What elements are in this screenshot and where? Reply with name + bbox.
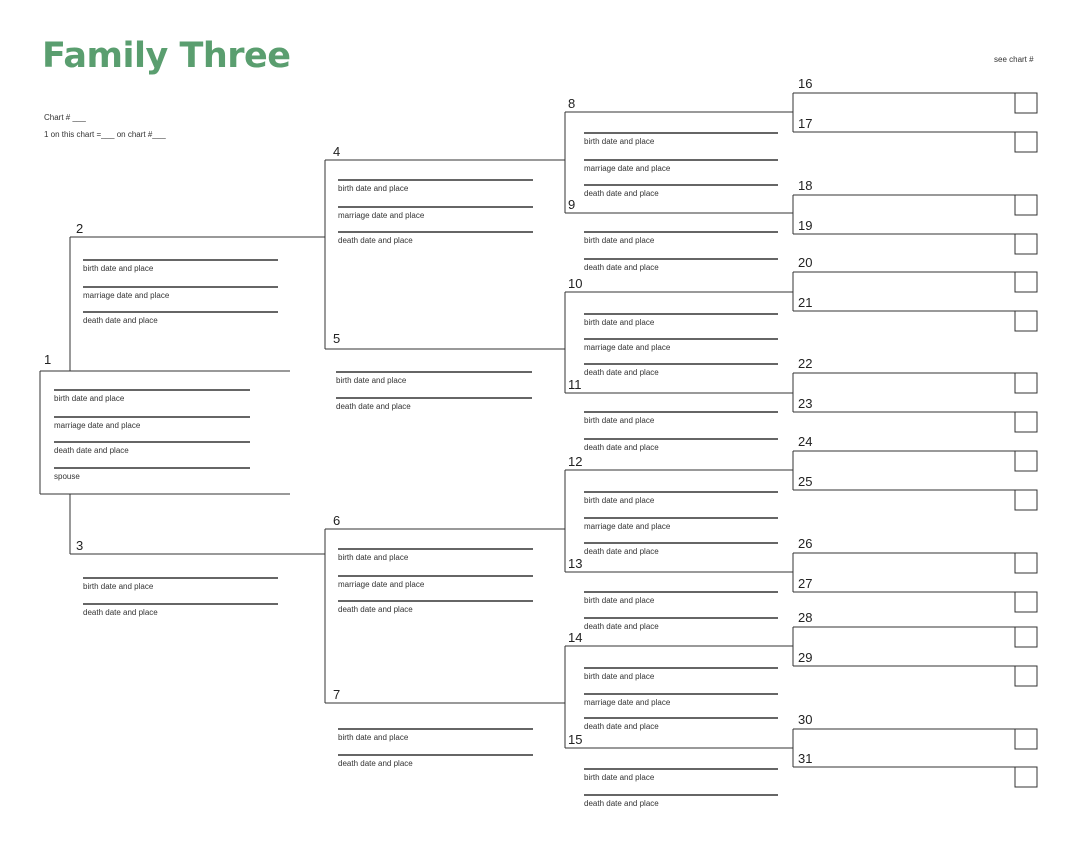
birth-label-2[interactable]: birth date and place <box>83 264 154 273</box>
death-label-14[interactable]: death date and place <box>584 722 659 731</box>
birth-label-4[interactable]: birth date and place <box>338 184 409 193</box>
birth-label-1[interactable]: birth date and place <box>54 394 125 403</box>
birth-label-7[interactable]: birth date and place <box>338 733 409 742</box>
marriage-label-1[interactable]: marriage date and place <box>54 421 141 430</box>
marriage-label-10[interactable]: marriage date and place <box>584 343 671 352</box>
person-number-29: 29 <box>798 650 813 665</box>
see-chart-box-24[interactable] <box>1015 451 1037 471</box>
person-number-15: 15 <box>568 732 583 747</box>
person-number-5: 5 <box>333 331 341 346</box>
person-number-16: 16 <box>798 76 813 91</box>
marriage-label-8[interactable]: marriage date and place <box>584 164 671 173</box>
birth-label-12[interactable]: birth date and place <box>584 496 655 505</box>
death-label-9[interactable]: death date and place <box>584 263 659 272</box>
marriage-label-4[interactable]: marriage date and place <box>338 211 425 220</box>
person-number-11: 11 <box>568 377 582 392</box>
see-chart-box-19[interactable] <box>1015 234 1037 254</box>
birth-label-11[interactable]: birth date and place <box>584 416 655 425</box>
person-number-19: 19 <box>798 218 813 233</box>
person-number-9: 9 <box>568 197 576 212</box>
person-number-28: 28 <box>798 610 813 625</box>
chart-number-field[interactable]: Chart # ___ <box>44 113 86 122</box>
birth-label-10[interactable]: birth date and place <box>584 318 655 327</box>
death-label-10[interactable]: death date and place <box>584 368 659 377</box>
see-chart-box-21[interactable] <box>1015 311 1037 331</box>
person-number-13: 13 <box>568 556 583 571</box>
person-number-30: 30 <box>798 712 813 727</box>
person-number-23: 23 <box>798 396 813 411</box>
see-chart-box-31[interactable] <box>1015 767 1037 787</box>
death-label-1[interactable]: death date and place <box>54 446 129 455</box>
death-label-2[interactable]: death date and place <box>83 316 158 325</box>
death-label-5[interactable]: death date and place <box>336 402 411 411</box>
see-chart-box-29[interactable] <box>1015 666 1037 686</box>
death-label-15[interactable]: death date and place <box>584 799 659 808</box>
person-number-18: 18 <box>798 178 813 193</box>
birth-label-9[interactable]: birth date and place <box>584 236 655 245</box>
death-label-4[interactable]: death date and place <box>338 236 413 245</box>
chart-reference-field[interactable]: 1 on this chart =___ on chart #___ <box>44 130 166 139</box>
see-chart-box-22[interactable] <box>1015 373 1037 393</box>
birth-label-6[interactable]: birth date and place <box>338 553 409 562</box>
person-number-26: 26 <box>798 536 813 551</box>
person-number-20: 20 <box>798 255 813 270</box>
see-chart-box-23[interactable] <box>1015 412 1037 432</box>
person-number-24: 24 <box>798 434 813 449</box>
death-label-11[interactable]: death date and place <box>584 443 659 452</box>
see-chart-box-18[interactable] <box>1015 195 1037 215</box>
spouse-label-1[interactable]: spouse <box>54 472 80 481</box>
death-label-12[interactable]: death date and place <box>584 547 659 556</box>
marriage-label-14[interactable]: marriage date and place <box>584 698 671 707</box>
death-label-13[interactable]: death date and place <box>584 622 659 631</box>
person-number-27: 27 <box>798 576 813 591</box>
person-number-21: 21 <box>798 295 813 310</box>
person-number-6: 6 <box>333 513 341 528</box>
person-number-7: 7 <box>333 687 341 702</box>
see-chart-box-30[interactable] <box>1015 729 1037 749</box>
person-number-4: 4 <box>333 144 341 159</box>
birth-label-5[interactable]: birth date and place <box>336 376 407 385</box>
marriage-label-6[interactable]: marriage date and place <box>338 580 425 589</box>
marriage-label-2[interactable]: marriage date and place <box>83 291 170 300</box>
death-label-7[interactable]: death date and place <box>338 759 413 768</box>
person-number-2: 2 <box>76 221 84 236</box>
person-number-12: 12 <box>568 454 583 469</box>
person-number-1: 1 <box>44 352 52 367</box>
person-number-3: 3 <box>76 538 84 553</box>
person-number-8: 8 <box>568 96 576 111</box>
person-number-14: 14 <box>568 630 583 645</box>
birth-label-3[interactable]: birth date and place <box>83 582 154 591</box>
person-number-22: 22 <box>798 356 813 371</box>
see-chart-box-27[interactable] <box>1015 592 1037 612</box>
person-number-10: 10 <box>568 276 583 291</box>
marriage-label-12[interactable]: marriage date and place <box>584 522 671 531</box>
death-label-8[interactable]: death date and place <box>584 189 659 198</box>
see-chart-box-20[interactable] <box>1015 272 1037 292</box>
person-number-25: 25 <box>798 474 813 489</box>
birth-label-8[interactable]: birth date and place <box>584 137 655 146</box>
birth-label-15[interactable]: birth date and place <box>584 773 655 782</box>
death-label-6[interactable]: death date and place <box>338 605 413 614</box>
see-chart-box-28[interactable] <box>1015 627 1037 647</box>
death-label-3[interactable]: death date and place <box>83 608 158 617</box>
person-number-31: 31 <box>798 751 813 766</box>
person-number-17: 17 <box>798 116 813 131</box>
birth-label-14[interactable]: birth date and place <box>584 672 655 681</box>
see-chart-label: see chart # <box>994 55 1034 64</box>
see-chart-box-25[interactable] <box>1015 490 1037 510</box>
page-title: Family Three <box>42 36 291 76</box>
birth-label-13[interactable]: birth date and place <box>584 596 655 605</box>
see-chart-box-26[interactable] <box>1015 553 1037 573</box>
see-chart-box-17[interactable] <box>1015 132 1037 152</box>
see-chart-box-16[interactable] <box>1015 93 1037 113</box>
